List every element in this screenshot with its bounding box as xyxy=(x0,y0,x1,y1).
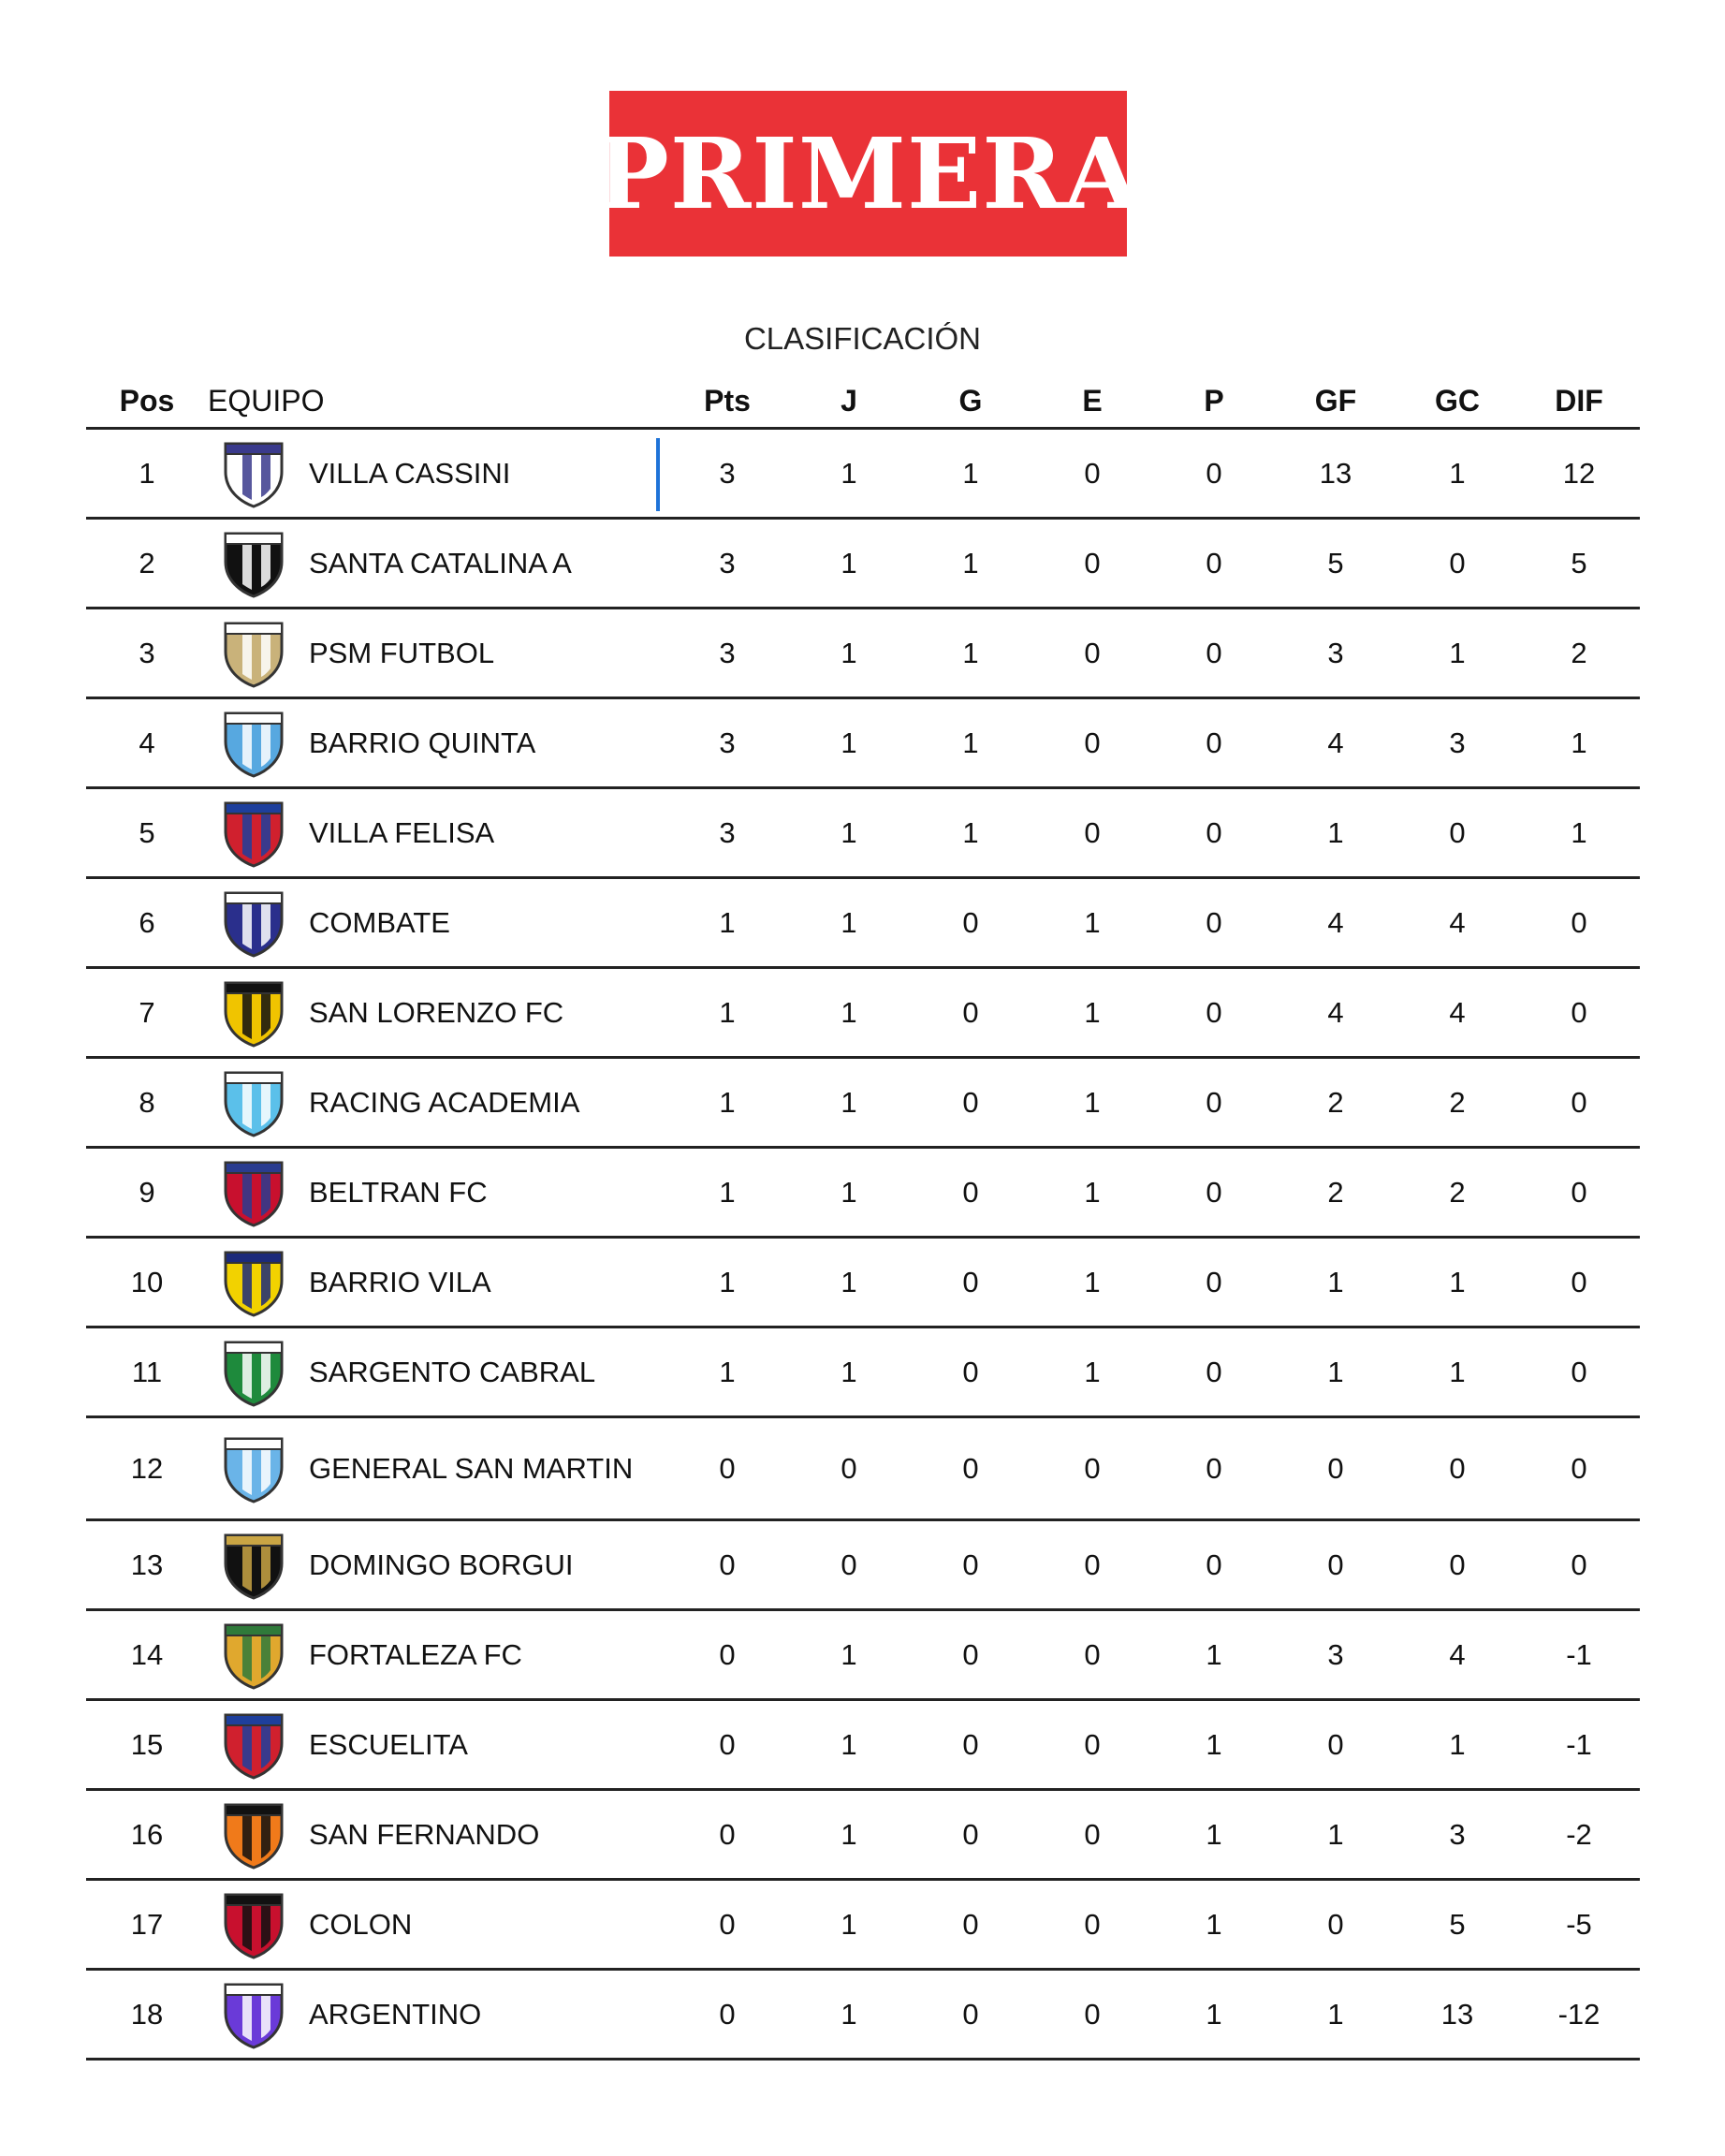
table-subtitle: CLASIFICACIÓN xyxy=(743,321,982,356)
team-name: BARRIO QUINTA xyxy=(309,726,536,759)
goal-difference-cell: -2 xyxy=(1566,1817,1592,1851)
villa-felisa-crest-icon xyxy=(208,798,300,869)
header-j: J xyxy=(841,383,857,418)
header-pos: Pos xyxy=(119,383,175,418)
drawn-cell: 1 xyxy=(1084,1265,1101,1298)
won-cell: 0 xyxy=(962,1997,979,2031)
drawn-cell: 1 xyxy=(1084,1085,1101,1119)
san-lorenzo-crest-icon xyxy=(208,977,300,1049)
lost-cell: 0 xyxy=(1206,1175,1222,1209)
goals-for-cell: 0 xyxy=(1327,1907,1344,1941)
points-cell: 3 xyxy=(719,546,736,579)
goal-difference-cell: 0 xyxy=(1571,1355,1587,1388)
played-cell: 1 xyxy=(841,1085,857,1119)
won-cell: 1 xyxy=(962,726,979,759)
drawn-cell: 0 xyxy=(1084,1451,1101,1485)
position-cell: 13 xyxy=(130,1547,164,1581)
position-cell: 16 xyxy=(130,1817,164,1851)
lost-cell: 1 xyxy=(1206,1637,1222,1671)
won-cell: 0 xyxy=(962,905,979,939)
drawn-cell: 0 xyxy=(1084,1997,1101,2031)
header-gc: GC xyxy=(1435,383,1480,418)
played-cell: 0 xyxy=(841,1451,857,1485)
goals-against-cell: 3 xyxy=(1449,1817,1466,1851)
position-cell: 3 xyxy=(139,636,155,669)
team-name: BARRIO VILA xyxy=(309,1265,491,1298)
points-cell: 0 xyxy=(719,1547,736,1581)
team-name: COMBATE xyxy=(309,905,450,939)
played-cell: 1 xyxy=(841,1907,857,1941)
team-name: SANTA CATALINA A xyxy=(309,546,572,579)
team-name: ESCUELITA xyxy=(309,1727,468,1761)
goals-for-cell: 4 xyxy=(1327,995,1344,1029)
won-cell: 1 xyxy=(962,636,979,669)
goal-difference-cell: 1 xyxy=(1571,726,1587,759)
goals-for-cell: 1 xyxy=(1327,1265,1344,1298)
goals-for-cell: 3 xyxy=(1327,1637,1344,1671)
santa-catalina-crest-icon xyxy=(208,528,300,599)
team-name: FORTALEZA FC xyxy=(309,1637,522,1671)
position-cell: 6 xyxy=(139,905,155,939)
position-cell: 4 xyxy=(139,726,155,759)
general-san-martin-crest-icon xyxy=(208,1433,300,1504)
beltran-crest-icon xyxy=(208,1157,300,1228)
drawn-cell: 0 xyxy=(1084,1817,1101,1851)
header-pts: Pts xyxy=(704,383,751,418)
goals-against-cell: 4 xyxy=(1449,1637,1466,1671)
goals-against-cell: 1 xyxy=(1449,1727,1466,1761)
position-cell: 17 xyxy=(130,1907,164,1941)
goals-for-cell: 5 xyxy=(1327,546,1344,579)
table-row xyxy=(86,699,1640,789)
goals-for-cell: 0 xyxy=(1327,1727,1344,1761)
goal-difference-cell: -12 xyxy=(1557,1997,1601,2031)
points-cell: 3 xyxy=(719,726,736,759)
header-p: P xyxy=(1204,383,1224,418)
goals-against-cell: 4 xyxy=(1449,995,1466,1029)
won-cell: 0 xyxy=(962,1727,979,1761)
points-cell: 0 xyxy=(719,1907,736,1941)
won-cell: 1 xyxy=(962,456,979,490)
position-cell: 2 xyxy=(139,546,155,579)
goal-difference-cell: 0 xyxy=(1571,905,1587,939)
lost-cell: 1 xyxy=(1206,1727,1222,1761)
drawn-cell: 1 xyxy=(1084,1355,1101,1388)
position-cell: 10 xyxy=(130,1265,164,1298)
played-cell: 1 xyxy=(841,1355,857,1388)
points-cell: 1 xyxy=(719,1085,736,1119)
lost-cell: 0 xyxy=(1206,1451,1222,1485)
goals-against-cell: 0 xyxy=(1449,1451,1466,1485)
team-name: COLON xyxy=(309,1907,413,1941)
won-cell: 0 xyxy=(962,1265,979,1298)
goal-difference-cell: 5 xyxy=(1571,546,1587,579)
header-dif: DIF xyxy=(1555,383,1603,418)
position-cell: 14 xyxy=(130,1637,164,1671)
team-name: RACING ACADEMIA xyxy=(309,1085,580,1119)
goals-against-cell: 4 xyxy=(1449,905,1466,939)
drawn-cell: 1 xyxy=(1084,905,1101,939)
played-cell: 1 xyxy=(841,456,857,490)
table-row xyxy=(86,1059,1640,1149)
goal-difference-cell: 1 xyxy=(1571,815,1587,849)
drawn-cell: 0 xyxy=(1084,1727,1101,1761)
sargento-cabral-crest-icon xyxy=(208,1337,300,1408)
goal-difference-cell: 0 xyxy=(1571,1451,1587,1485)
table-row xyxy=(86,1881,1640,1971)
lost-cell: 0 xyxy=(1206,1265,1222,1298)
won-cell: 0 xyxy=(962,1817,979,1851)
primera-banner xyxy=(595,91,1141,257)
goals-for-cell: 3 xyxy=(1327,636,1344,669)
position-cell: 8 xyxy=(139,1085,155,1119)
colon-crest-icon xyxy=(208,1889,300,1960)
goals-against-cell: 1 xyxy=(1449,456,1466,490)
goal-difference-cell: 0 xyxy=(1571,1175,1587,1209)
won-cell: 0 xyxy=(962,1085,979,1119)
team-name: SAN FERNANDO xyxy=(309,1817,540,1851)
goals-for-cell: 4 xyxy=(1327,905,1344,939)
psm-futbol-crest-icon xyxy=(208,618,300,689)
played-cell: 1 xyxy=(841,1265,857,1298)
position-cell: 11 xyxy=(131,1355,163,1388)
position-cell: 15 xyxy=(130,1727,164,1761)
played-cell: 1 xyxy=(841,1727,857,1761)
points-cell: 1 xyxy=(719,995,736,1029)
played-cell: 1 xyxy=(841,726,857,759)
team-name: BELTRAN FC xyxy=(309,1175,488,1209)
goals-against-cell: 1 xyxy=(1449,1355,1466,1388)
goals-for-cell: 0 xyxy=(1327,1547,1344,1581)
escuelita-crest-icon xyxy=(208,1709,300,1781)
goals-against-cell: 2 xyxy=(1449,1175,1466,1209)
goal-difference-cell: -1 xyxy=(1566,1637,1592,1671)
table-row xyxy=(86,1239,1640,1328)
goals-against-cell: 5 xyxy=(1449,1907,1466,1941)
team-name: SAN LORENZO FC xyxy=(309,995,564,1029)
position-cell: 18 xyxy=(130,1997,164,2031)
played-cell: 1 xyxy=(841,995,857,1029)
goal-difference-cell: 0 xyxy=(1571,1547,1587,1581)
goals-for-cell: 1 xyxy=(1327,1355,1344,1388)
table-row xyxy=(86,1971,1640,2061)
position-cell: 9 xyxy=(139,1175,155,1209)
table-row xyxy=(86,1701,1640,1791)
header-e: E xyxy=(1082,383,1103,418)
points-cell: 1 xyxy=(719,1175,736,1209)
lost-cell: 0 xyxy=(1206,905,1222,939)
played-cell: 1 xyxy=(841,1997,857,2031)
goals-against-cell: 0 xyxy=(1449,1547,1466,1581)
table-row xyxy=(86,1521,1640,1611)
table-row xyxy=(86,789,1640,879)
points-cell: 1 xyxy=(719,1265,736,1298)
fortaleza-crest-icon xyxy=(208,1620,300,1691)
barrio-vila-crest-icon xyxy=(208,1247,300,1318)
points-cell: 3 xyxy=(719,815,736,849)
team-name: GENERAL SAN MARTIN xyxy=(309,1451,634,1485)
goals-against-cell: 2 xyxy=(1449,1085,1466,1119)
table-row xyxy=(86,1611,1640,1701)
drawn-cell: 0 xyxy=(1084,1907,1101,1941)
table-header xyxy=(86,374,1640,430)
team-name: PSM FUTBOL xyxy=(309,636,495,669)
goal-difference-cell: -1 xyxy=(1566,1727,1592,1761)
goal-difference-cell: 12 xyxy=(1562,456,1596,490)
banner-title: PRIMERA xyxy=(595,116,1141,231)
goal-difference-cell: 0 xyxy=(1571,995,1587,1029)
position-cell: 7 xyxy=(139,995,155,1029)
header-gf: GF xyxy=(1314,383,1357,418)
lost-cell: 1 xyxy=(1206,1907,1222,1941)
standings-table xyxy=(86,374,1640,2061)
drawn-cell: 1 xyxy=(1084,1175,1101,1209)
played-cell: 1 xyxy=(841,1817,857,1851)
points-cell: 0 xyxy=(719,1727,736,1761)
goals-for-cell: 4 xyxy=(1327,726,1344,759)
played-cell: 1 xyxy=(841,1175,857,1209)
drawn-cell: 0 xyxy=(1084,1637,1101,1671)
won-cell: 1 xyxy=(962,815,979,849)
goals-against-cell: 0 xyxy=(1449,815,1466,849)
points-cell: 0 xyxy=(719,1817,736,1851)
goals-against-cell: 1 xyxy=(1449,1265,1466,1298)
position-cell: 1 xyxy=(139,456,155,490)
goals-against-cell: 0 xyxy=(1449,546,1466,579)
table-row xyxy=(86,1418,1640,1521)
table-row xyxy=(86,520,1640,609)
goals-for-cell: 0 xyxy=(1327,1451,1344,1485)
team-name: ARGENTINO xyxy=(309,1997,482,2031)
goals-against-cell: 1 xyxy=(1449,636,1466,669)
played-cell: 1 xyxy=(841,636,857,669)
argentino-crest-icon xyxy=(208,1979,300,2050)
team-name: DOMINGO BORGUI xyxy=(309,1547,574,1581)
points-cell: 0 xyxy=(719,1997,736,2031)
goals-for-cell: 1 xyxy=(1327,1817,1344,1851)
points-cell: 0 xyxy=(719,1451,736,1485)
won-cell: 0 xyxy=(962,1637,979,1671)
position-cell: 5 xyxy=(139,815,155,849)
drawn-cell: 0 xyxy=(1084,815,1101,849)
played-cell: 1 xyxy=(841,815,857,849)
drawn-cell: 1 xyxy=(1084,995,1101,1029)
header-g: G xyxy=(958,383,983,418)
table-row xyxy=(86,1149,1640,1239)
position-cell: 12 xyxy=(130,1451,164,1485)
barrio-quinta-crest-icon xyxy=(208,708,300,779)
points-cell: 1 xyxy=(719,905,736,939)
lost-cell: 0 xyxy=(1206,1355,1222,1388)
lost-cell: 0 xyxy=(1206,1547,1222,1581)
villa-cassini-crest-icon xyxy=(208,438,300,509)
lost-cell: 0 xyxy=(1206,546,1222,579)
table-row xyxy=(86,609,1640,699)
drawn-cell: 0 xyxy=(1084,1547,1101,1581)
drawn-cell: 0 xyxy=(1084,456,1101,490)
won-cell: 0 xyxy=(962,1451,979,1485)
table-row xyxy=(86,1791,1640,1881)
san-fernando-crest-icon xyxy=(208,1799,300,1870)
table-body xyxy=(86,430,1640,2061)
table-row xyxy=(86,1328,1640,1418)
lost-cell: 0 xyxy=(1206,456,1222,490)
goals-against-cell: 13 xyxy=(1440,1997,1474,2031)
goal-difference-cell: 0 xyxy=(1571,1265,1587,1298)
played-cell: 1 xyxy=(841,1637,857,1671)
goal-difference-cell: 0 xyxy=(1571,1085,1587,1119)
team-name: SARGENTO CABRAL xyxy=(309,1355,596,1388)
points-cell: 0 xyxy=(719,1637,736,1671)
goal-difference-cell: 2 xyxy=(1571,636,1587,669)
won-cell: 0 xyxy=(962,1355,979,1388)
header-team: EQUIPO xyxy=(208,384,325,418)
won-cell: 1 xyxy=(962,546,979,579)
drawn-cell: 0 xyxy=(1084,726,1101,759)
team-name: VILLA CASSINI xyxy=(309,456,511,490)
team-name: VILLA FELISA xyxy=(309,815,495,849)
goals-for-cell: 1 xyxy=(1327,815,1344,849)
points-cell: 3 xyxy=(719,456,736,490)
combate-crest-icon xyxy=(208,887,300,959)
table-row xyxy=(86,430,1640,520)
goals-for-cell: 2 xyxy=(1327,1085,1344,1119)
won-cell: 0 xyxy=(962,995,979,1029)
won-cell: 0 xyxy=(962,1907,979,1941)
table-row xyxy=(86,879,1640,969)
goals-for-cell: 13 xyxy=(1319,456,1352,490)
lost-cell: 0 xyxy=(1206,815,1222,849)
lost-cell: 1 xyxy=(1206,1997,1222,2031)
won-cell: 0 xyxy=(962,1175,979,1209)
played-cell: 0 xyxy=(841,1547,857,1581)
lost-cell: 0 xyxy=(1206,1085,1222,1119)
lost-cell: 0 xyxy=(1206,726,1222,759)
lost-cell: 0 xyxy=(1206,636,1222,669)
points-cell: 3 xyxy=(719,636,736,669)
goals-for-cell: 1 xyxy=(1327,1997,1344,2031)
domingo-borgui-crest-icon xyxy=(208,1530,300,1601)
table-row xyxy=(86,969,1640,1059)
points-cell: 1 xyxy=(719,1355,736,1388)
played-cell: 1 xyxy=(841,905,857,939)
played-cell: 1 xyxy=(841,546,857,579)
won-cell: 0 xyxy=(962,1547,979,1581)
goals-for-cell: 2 xyxy=(1327,1175,1344,1209)
goal-difference-cell: -5 xyxy=(1566,1907,1592,1941)
lost-cell: 1 xyxy=(1206,1817,1222,1851)
lost-cell: 0 xyxy=(1206,995,1222,1029)
drawn-cell: 0 xyxy=(1084,546,1101,579)
drawn-cell: 0 xyxy=(1084,636,1101,669)
goals-against-cell: 3 xyxy=(1449,726,1466,759)
racing-academia-crest-icon xyxy=(208,1067,300,1138)
